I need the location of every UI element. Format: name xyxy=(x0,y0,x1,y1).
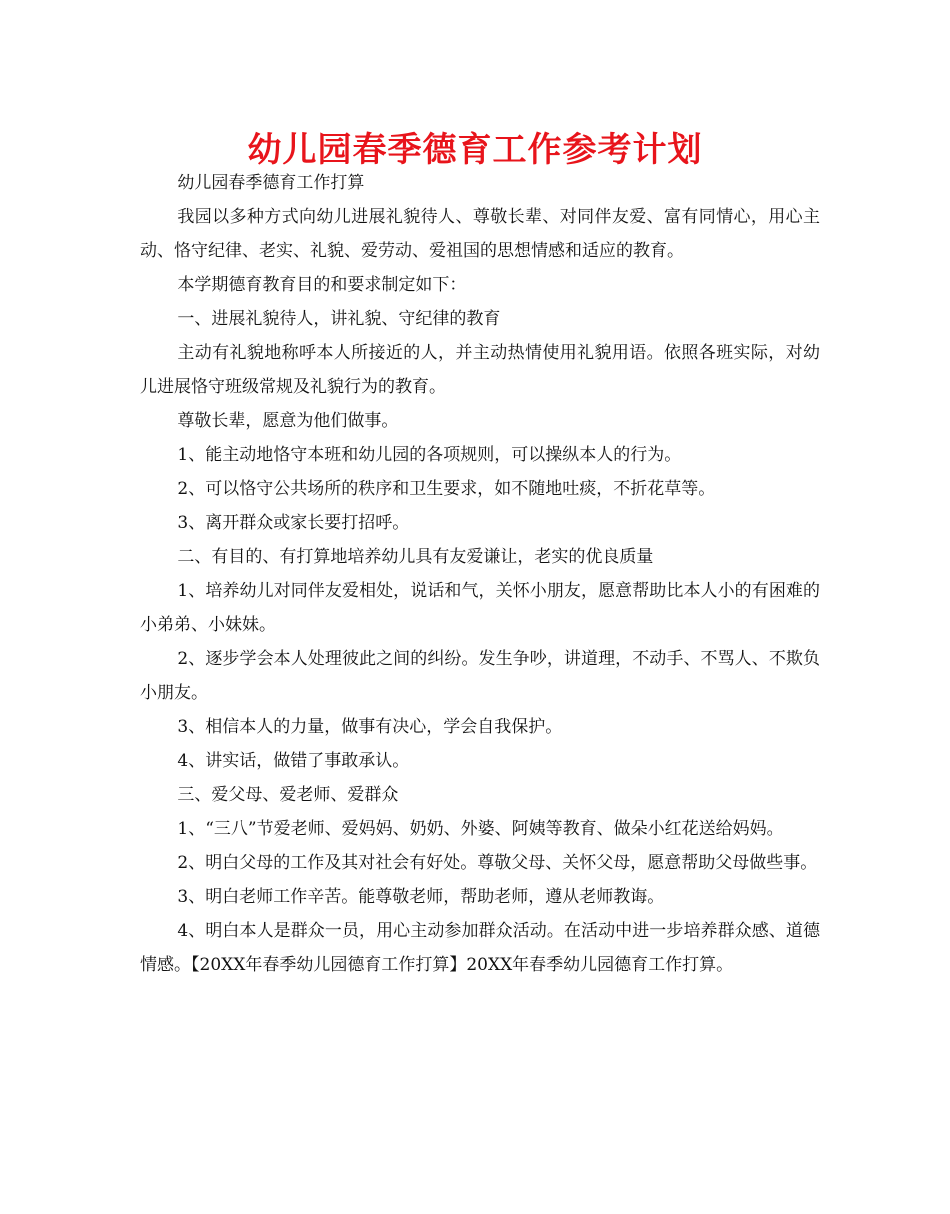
list-item: 2、明白父母的工作及其对社会有好处。尊敬父母、关怀父母，愿意帮助父母做些事。 xyxy=(177,853,818,873)
list-item: 3、相信本人的力量，做事有决心，学会自我保护。 xyxy=(177,717,563,737)
list-item: 1、“三八”节爱老师、爱妈妈、奶奶、外婆、阿姨等教育、做朵小红花送给妈妈。 xyxy=(177,819,784,839)
paragraph: 幼儿园春季德育工作打算 xyxy=(177,173,365,193)
section-heading: 一、进展礼貌待人，讲礼貌、守纪律的教育 xyxy=(177,309,501,329)
paragraph: 我园以多种方式向幼儿进展礼貌待人、尊敬长辈、对同伴友爱、富有同情心，用心主动、恪守纪律、老实、礼貌、爱劳动、爱祖国的思想情感和适应的教育。 xyxy=(140,207,820,261)
list-item: 4、明白本人是群众一员，用心主动参加群众活动。在活动中进一步培养群众感、道德情感。【20XX年春季幼儿园德育工作打算】20XX年春季幼儿园德育工作打算。 xyxy=(140,921,820,975)
list-item: 3、明白老师工作辛苦。能尊敬老师，帮助老师，遵从老师教诲。 xyxy=(177,887,665,907)
list-item: 1、能主动地恪守本班和幼儿园的各项规则，可以操纵本人的行为。 xyxy=(177,445,682,465)
list-item: 1、培养幼儿对同伴友爱相处，说话和气，关怀小朋友，愿意帮助比本人小的有困难的小弟弟、小妹妹。 xyxy=(140,581,820,635)
paragraph: 本学期德育教育目的和要求制定如下： xyxy=(177,275,467,295)
list-item: 2、可以恪守公共场所的秩序和卫生要求，如不随地吐痰，不折花草等。 xyxy=(177,479,716,499)
paragraph: 尊敬长辈，愿意为他们做事。 xyxy=(177,411,399,431)
list-item: 3、离开群众或家长要打招呼。 xyxy=(177,513,410,533)
section-heading: 三、爱父母、爱老师、爱群众 xyxy=(177,785,399,805)
document-body xyxy=(140,166,820,982)
list-item: 4、讲实话，做错了事敢承认。 xyxy=(177,751,410,771)
document-title: 幼儿园春季德育工作参考计划 xyxy=(247,130,703,170)
section-heading: 二、有目的、有打算地培养幼儿具有友爱谦让，老实的优良质量 xyxy=(177,547,654,567)
paragraph: 主动有礼貌地称呼本人所接近的人，并主动热情使用礼貌用语。依照各班实际，对幼儿进展恪守班级常规及礼貌行为的教育。 xyxy=(140,343,820,397)
list-item: 2、逐步学会本人处理彼此之间的纠纷。发生争吵，讲道理，不动手、不骂人、不欺负小朋友。 xyxy=(140,649,820,703)
